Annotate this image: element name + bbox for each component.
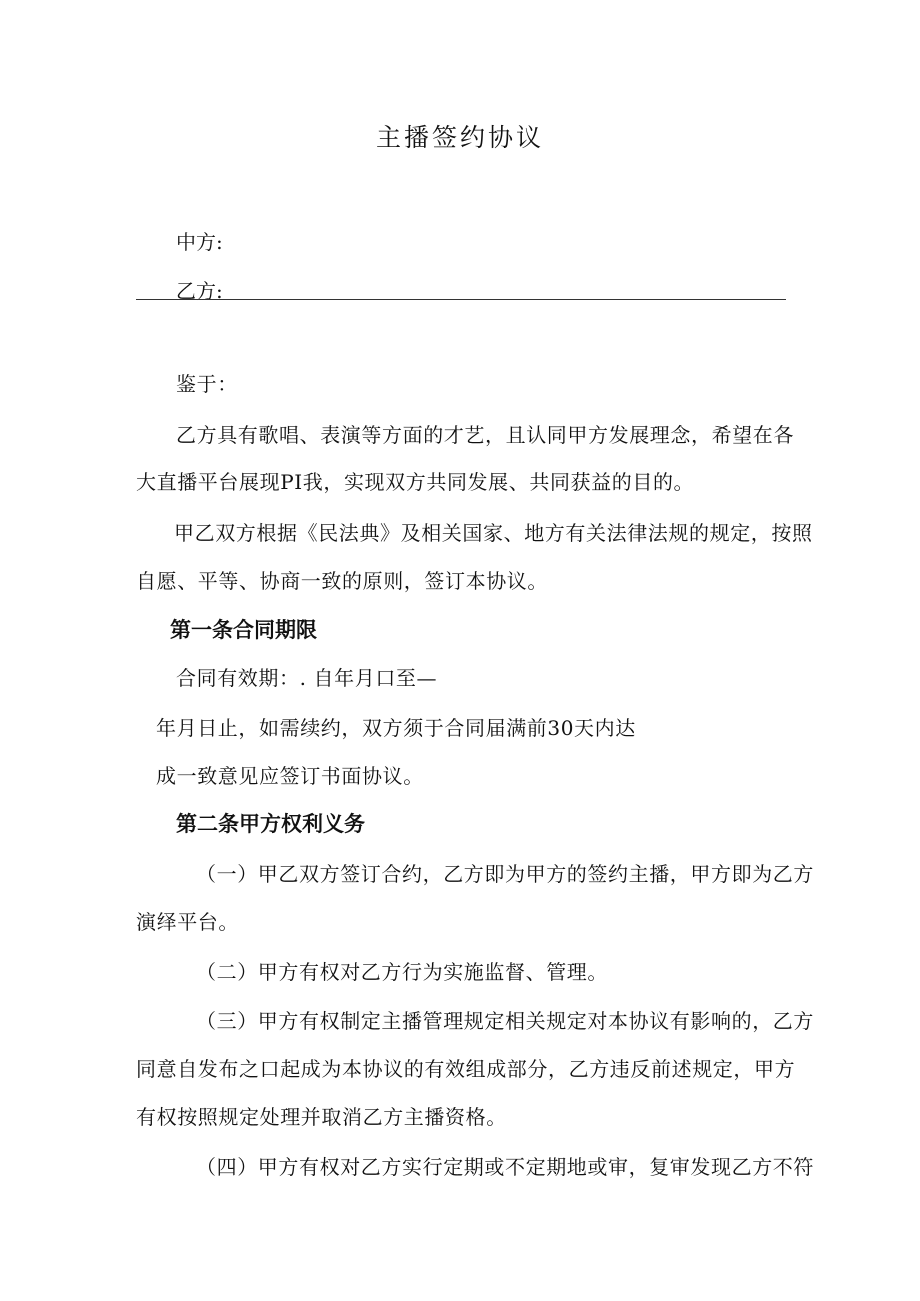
article-2-clause-3-line-1: （三）甲方有权制定主播管理规定相关规定对本协议有影响的，乙方 (196, 1009, 814, 1033)
whereas-paragraph-1-line-1: 乙方具有歌唱、表演等方面的才艺，且认同甲方发展理念，希望在各 (176, 423, 794, 447)
article-2-heading: 第二条甲方权利义务 (176, 812, 365, 836)
article-1-line-3: 成一致意见应签订书面协议。 (156, 764, 424, 788)
party-divider (136, 299, 786, 300)
whereas-paragraph-1-line-2: 大直播平台展现PI我，实现双方共同发展、共同获益的目的。 (136, 470, 695, 494)
article-2-clause-1-line-1: （一）甲乙双方签订合约，乙方即为甲方的签约主播，甲方即为乙方 (196, 862, 814, 886)
article-2-clause-1-line-2: 演绎平台。 (136, 910, 239, 934)
party-b-label: 乙方: (176, 279, 223, 303)
whereas-label: 鉴于： (176, 372, 238, 396)
article-1-heading: 第一条合同期限 (170, 618, 317, 642)
article-1-line-1: 合同有效期：. 自年月口至— (176, 666, 438, 690)
document-title: 主播签约协议 (375, 123, 544, 152)
article-1-line-2: 年月日止，如需续约，双方须于合同届满前30天内达 (156, 716, 636, 740)
whereas-paragraph-2-line-2: 自愿、平等、协商一致的原则，签订本协议。 (136, 569, 548, 593)
article-2-clause-3-line-2: 同意自发布之口起成为本协议的有效组成部分，乙方违反前述规定，甲方 (136, 1057, 796, 1081)
article-2-clause-2-line-1: （二）甲方有权对乙方行为实施监督、管理。 (196, 960, 608, 984)
party-a-label: 中方: (176, 230, 223, 254)
article-2-clause-3-line-3: 有权按照规定处理并取消乙方主播资格。 (136, 1105, 507, 1129)
article-2-clause-4-line-1: （四）甲方有权对乙方实行定期或不定期地或审，复审发现乙方不符 (196, 1155, 814, 1179)
whereas-paragraph-2-line-1: 甲乙双方根据《民法典》及相关国家、地方有关法律法规的规定，按照 (174, 521, 813, 545)
